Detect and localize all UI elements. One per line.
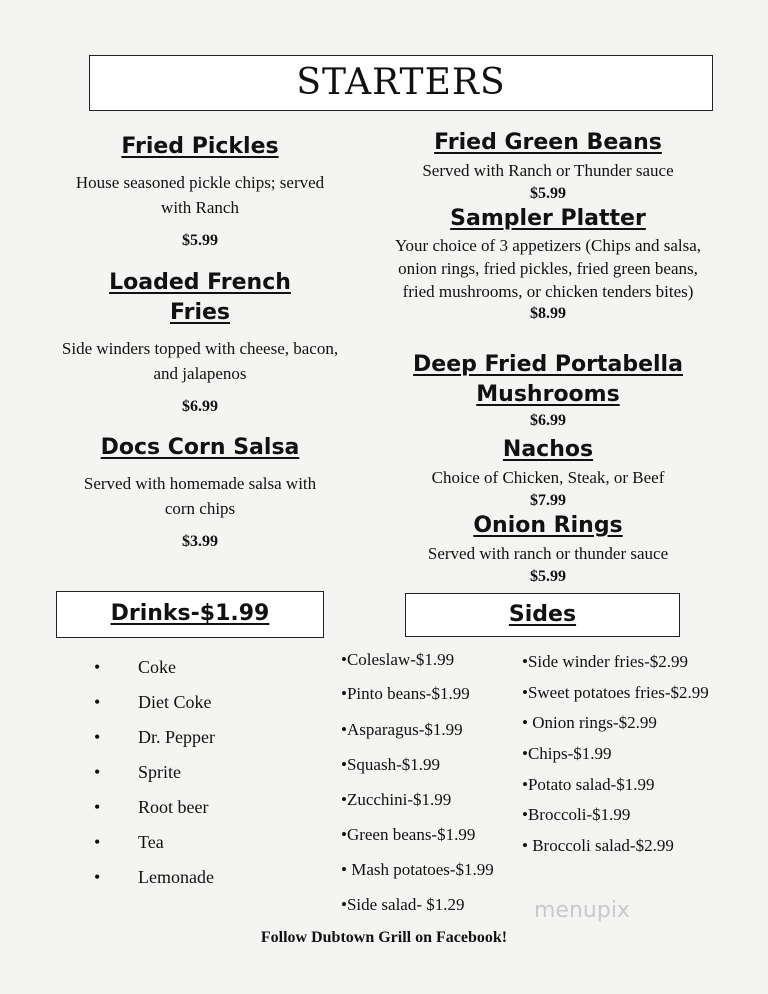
drink-label: Dr. Pepper [138, 727, 215, 747]
item-price: $6.99 [182, 398, 218, 415]
drinks-header-box [56, 591, 324, 638]
item-description: House seasoned pickle chips; served with Ranch [75, 173, 325, 217]
side-item: •Potato salad-$1.99 [522, 775, 655, 794]
side-item: •Broccoli-$1.99 [522, 805, 631, 824]
sides-header-box [405, 593, 680, 637]
side-item: •Pinto beans-$1.99 [341, 684, 470, 703]
drink-label: Root beer [138, 797, 209, 817]
starter-item [370, 204, 726, 325]
drinks-title: Drinks-$1.99 [110, 601, 270, 626]
drink-label: Diet Coke [138, 692, 212, 712]
bullet: • [94, 762, 101, 782]
drink-label: Sprite [138, 762, 181, 782]
side-item: •Squash-$1.99 [341, 755, 440, 774]
item-name: Nachos [502, 437, 594, 462]
item-name: Fried Green Beans [434, 130, 662, 155]
starter-item [370, 128, 726, 205]
facebook-footer: Follow Dubtown Grill on Facebook! [260, 929, 508, 946]
bullet: • [94, 657, 101, 677]
item-description: Choice of Chicken, Steak, or Beef [431, 468, 665, 487]
item-price: $6.99 [530, 412, 566, 429]
item-price: $5.99 [182, 232, 218, 249]
bullet: • [94, 727, 101, 747]
item-price: $8.99 [530, 305, 566, 322]
item-name: Loaded French Fries [109, 270, 291, 325]
bullet: • [94, 867, 101, 887]
item-description: Served with homemade salsa with corn chips [83, 474, 317, 518]
starter-item [60, 268, 340, 418]
item-price: $7.99 [530, 492, 566, 509]
bullet: • [94, 692, 101, 712]
starter-item [370, 350, 726, 432]
bullet: • [94, 832, 101, 852]
drink-label: Tea [138, 832, 164, 852]
starter-item [60, 132, 340, 252]
side-item: • Mash potatoes-$1.99 [341, 860, 494, 879]
side-item: •Sweet potatoes fries-$2.99 [522, 683, 709, 702]
starter-item [370, 511, 726, 588]
item-price: $5.99 [530, 185, 566, 202]
side-item: •Side salad- $1.29 [341, 895, 465, 914]
starter-item [370, 435, 726, 512]
side-item: •Chips-$1.99 [522, 744, 612, 763]
drink-label: Lemonade [138, 867, 214, 887]
item-price: $5.99 [530, 568, 566, 585]
item-name: Onion Rings [473, 513, 623, 538]
item-description: Your choice of 3 appetizers (Chips and salsa, onion rings, fried pickles, fried green beans, fried mushrooms, or chicken tenders bites) [394, 236, 702, 301]
item-description: Side winders topped with cheese, bacon, and jalapenos [61, 339, 339, 383]
side-item: •Asparagus-$1.99 [341, 720, 463, 739]
side-item: •Side winder fries-$2.99 [522, 652, 688, 671]
side-item: • Broccoli salad-$2.99 [522, 836, 674, 855]
item-description: Served with ranch or thunder sauce [427, 544, 669, 563]
bullet: • [94, 797, 101, 817]
menupix-watermark: menupix [534, 898, 630, 923]
side-item: • Onion rings-$2.99 [522, 713, 657, 732]
side-item: •Zucchini-$1.99 [341, 790, 452, 809]
drink-label: Coke [138, 657, 176, 677]
side-item: •Green beans-$1.99 [341, 825, 476, 844]
starters-title: STARTERS [296, 62, 506, 103]
side-item: •Coleslaw-$1.99 [341, 650, 455, 669]
item-name: Sampler Platter [450, 206, 646, 231]
item-name: Fried Pickles [121, 134, 279, 159]
item-name: Deep Fried Portabella Mushrooms [413, 352, 683, 407]
starters-banner [89, 55, 713, 111]
item-price: $3.99 [182, 533, 218, 550]
item-name: Docs Corn Salsa [100, 435, 300, 460]
sides-title: Sides [508, 602, 577, 627]
item-description: Served with Ranch or Thunder sauce [422, 161, 674, 180]
starter-item [60, 433, 340, 553]
